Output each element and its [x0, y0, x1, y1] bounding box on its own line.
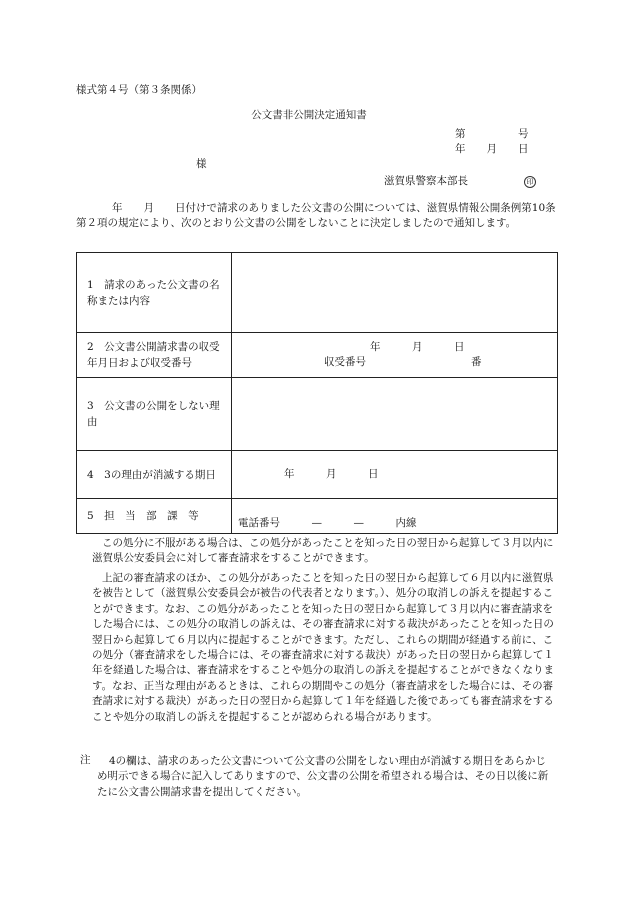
row2-value	[232, 333, 558, 378]
document-number: 第 号	[455, 128, 529, 140]
table-row	[77, 451, 558, 499]
document-title: 公文書非公開決定通知書	[251, 109, 367, 121]
notice-table	[76, 252, 558, 534]
intro-paragraph: 年 月 日付けで請求のありました公文書の公開については、滋賀県情報公開条例第10条第２項の規定により、次のとおり公文書の公開をしないことに決定しましたので通知します。	[76, 202, 556, 230]
issuer-name: 滋賀県警察本部長	[384, 175, 468, 187]
recipient-suffix: 様	[196, 158, 207, 170]
row1-value	[232, 253, 558, 333]
row5-label: 5 担 当 部 課 等	[77, 499, 232, 534]
row4-date: 年 月 日	[284, 467, 379, 480]
note-paragraph-1: この処分に不服がある場合は、この処分があったことを知った日の翌日から起算して３月以内に滋賀県公安委員会に対して審査請求をすることができます。	[92, 537, 554, 565]
row3-label: 3 公文書の公開をしない理由	[77, 378, 232, 451]
table-row	[77, 253, 558, 333]
row5-phone: 電話番号 — — 内線	[238, 516, 417, 529]
table-row	[77, 378, 558, 451]
table-row	[77, 333, 558, 378]
row4-value	[232, 451, 558, 499]
row4-label: 4 3の理由が消滅する期日	[77, 451, 232, 499]
note-prefix: 注	[80, 754, 91, 766]
row2-label: 2 公文書公開請求書の収受年月日および収受番号	[77, 333, 232, 378]
table-row	[77, 499, 558, 534]
row1-label: 1 請求のあった公文書の名称または内容	[77, 253, 232, 333]
note-paragraph-2: 上記の審査請求のほか、この処分があったことを知った日の翌日から起算して６月以内に滋賀県を被告として（滋賀県公安委員会が被告の代表者となります。）、処分の取消しの訴えを提起することができます。なお、この処分があったことを知った日の翌日から起算して３月以内に審査請求をした場合には、この処分の取消しの訴えは、その審査請求に対する裁決があったことを知った日の翌日から起算して６月以内に提起することができます。ただし、これらの期間が経過する前に、この処分（審査請求をした場合には、その審査請求に対する裁決）があった日の翌日から起算して１年を経過した場合は、審査請求をすることや処分の取消しの訴えを提起することができなくなります。なお、正当な理由があるときは、これらの期間やこの処分（審査請求をした場合には、その審査請求に対する裁決）があった日の翌日から起算して１年を経過した後であっても審査請求をすることや処分の取消しの訴えを提起することが認められる場合があります。	[92, 572, 554, 723]
form-number: 様式第４号（第３条関係）	[76, 84, 202, 96]
row2-receipt: 収受番号 番	[324, 356, 482, 368]
document-date: 年 月 日	[455, 143, 529, 155]
note-paragraph-3: 4の欄は、請求のあった公文書について公文書の公開をしない理由が消滅する期日をあらかじめ明示できる場合に記入してありますので、公文書の公開を希望される場合は、その日以後に新たに公文書公開請求書を提出してください。	[97, 755, 549, 798]
seal-icon: 印	[524, 176, 536, 188]
row2-date: 年 月 日	[370, 341, 465, 353]
row3-value	[232, 378, 558, 451]
row5-value	[232, 499, 558, 534]
